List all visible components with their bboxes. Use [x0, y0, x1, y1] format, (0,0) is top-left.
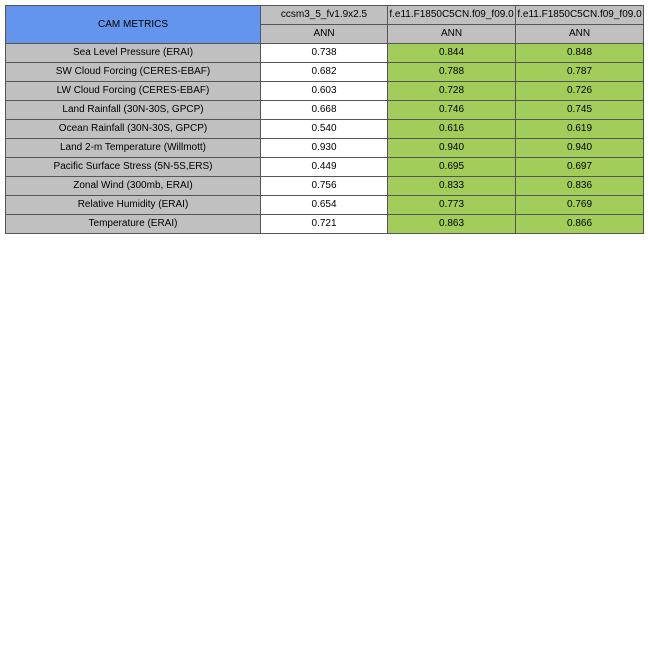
metric-value-cell: 0.836 — [516, 177, 644, 196]
metric-name-cell: Zonal Wind (300mb, ERAI) — [6, 177, 261, 196]
table-row — [6, 63, 644, 82]
metric-value-cell: 0.866 — [516, 215, 644, 234]
metric-value-cell: 0.930 — [261, 139, 388, 158]
metric-name-cell: Relative Humidity (ERAI) — [6, 196, 261, 215]
model-header-2-label: f.e11.F1850C5CN.f09_f09.0 — [389, 9, 514, 20]
metric-value-cell: 0.788 — [388, 63, 516, 82]
metric-name-cell: Land Rainfall (30N-30S, GPCP) — [6, 101, 261, 120]
table-row — [6, 139, 644, 158]
table-row — [6, 215, 644, 234]
model-header-2 — [388, 6, 516, 25]
table-row — [6, 177, 644, 196]
table-row — [6, 196, 644, 215]
model-header-3 — [516, 6, 644, 25]
table-row — [6, 101, 644, 120]
metric-value-cell: 0.940 — [516, 139, 644, 158]
metric-value-cell: 0.619 — [516, 120, 644, 139]
metric-name-cell: Pacific Surface Stress (5N-5S,ERS) — [6, 158, 261, 177]
metric-name-cell: Ocean Rainfall (30N-30S, GPCP) — [6, 120, 261, 139]
model-header-3-label: f.e11.F1850C5CN.f09_f09.0 — [517, 9, 642, 20]
cam-metrics-table — [5, 5, 644, 234]
table-row — [6, 82, 644, 101]
metric-value-cell: 0.787 — [516, 63, 644, 82]
table-row — [6, 44, 644, 63]
table-row — [6, 120, 644, 139]
metric-value-cell: 0.848 — [516, 44, 644, 63]
metric-value-cell: 0.540 — [261, 120, 388, 139]
metric-value-cell: 0.668 — [261, 101, 388, 120]
table-title: CAM METRICS — [6, 6, 261, 44]
season-header-2: ANN — [388, 25, 516, 44]
metric-name-cell: LW Cloud Forcing (CERES-EBAF) — [6, 82, 261, 101]
metric-value-cell: 0.603 — [261, 82, 388, 101]
metric-name-cell: Sea Level Pressure (ERAI) — [6, 44, 261, 63]
metric-value-cell: 0.682 — [261, 63, 388, 82]
season-header-1: ANN — [261, 25, 388, 44]
metric-value-cell: 0.721 — [261, 215, 388, 234]
metric-value-cell: 0.863 — [388, 215, 516, 234]
metric-value-cell: 0.756 — [261, 177, 388, 196]
metric-value-cell: 0.773 — [388, 196, 516, 215]
metric-value-cell: 0.654 — [261, 196, 388, 215]
metric-value-cell: 0.726 — [516, 82, 644, 101]
metric-value-cell: 0.746 — [388, 101, 516, 120]
metric-value-cell: 0.697 — [516, 158, 644, 177]
metric-value-cell: 0.940 — [388, 139, 516, 158]
metric-value-cell: 0.616 — [388, 120, 516, 139]
metric-name-cell: Land 2-m Temperature (Willmott) — [6, 139, 261, 158]
metric-value-cell: 0.738 — [261, 44, 388, 63]
metric-value-cell: 0.844 — [388, 44, 516, 63]
metric-name-cell: SW Cloud Forcing (CERES-EBAF) — [6, 63, 261, 82]
metric-value-cell: 0.449 — [261, 158, 388, 177]
header-row-models — [6, 6, 644, 25]
metric-value-cell: 0.833 — [388, 177, 516, 196]
metric-value-cell: 0.769 — [516, 196, 644, 215]
metric-value-cell: 0.745 — [516, 101, 644, 120]
season-header-3: ANN — [516, 25, 644, 44]
metric-value-cell: 0.728 — [388, 82, 516, 101]
metric-name-cell: Temperature (ERAI) — [6, 215, 261, 234]
model-header-1 — [261, 6, 388, 25]
model-header-1-label: ccsm3_5_fv1.9x2.5 — [280, 9, 368, 20]
metric-value-cell: 0.695 — [388, 158, 516, 177]
table-row — [6, 158, 644, 177]
